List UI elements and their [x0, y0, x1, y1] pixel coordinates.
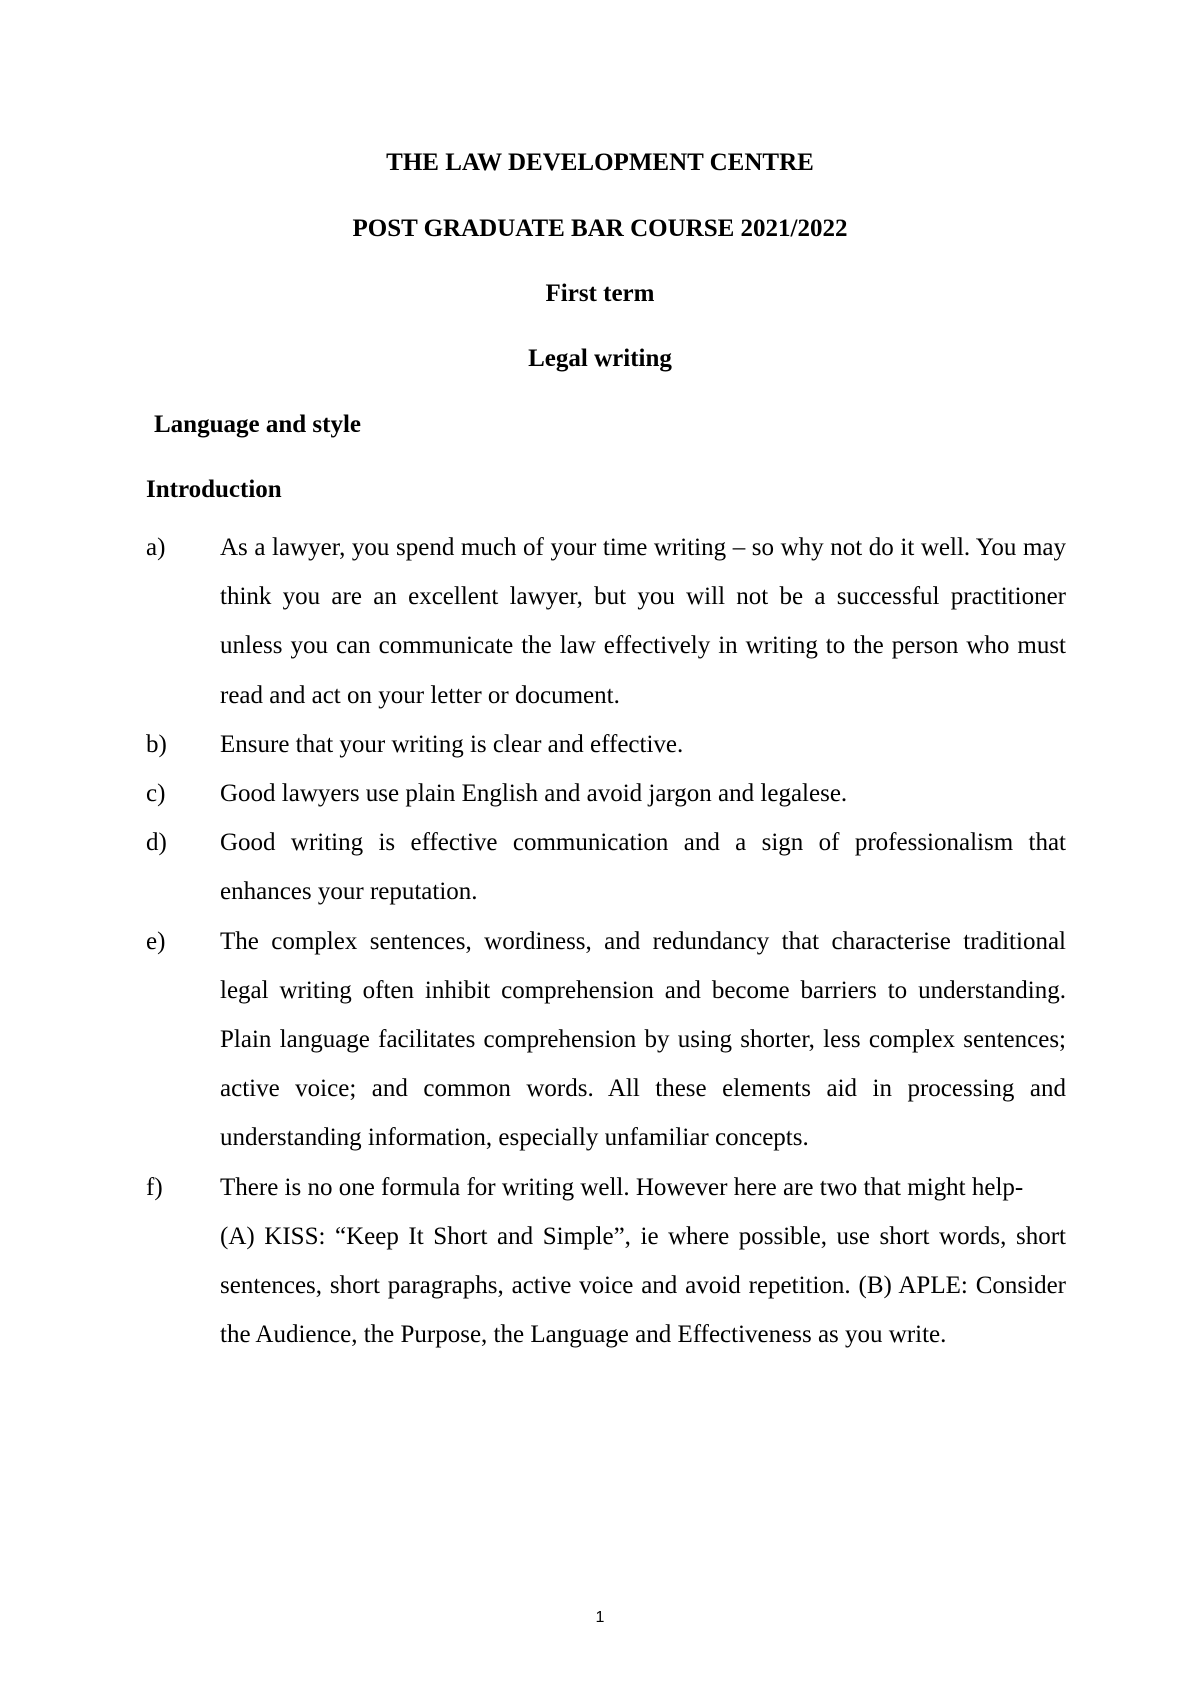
page-number: 1 — [595, 1609, 605, 1626]
list-marker: b) — [146, 730, 167, 758]
list-item-f — [146, 1163, 1066, 1360]
list-marker: c) — [146, 780, 166, 808]
institution-title: THE LAW DEVELOPMENT CENTRE — [386, 149, 814, 176]
list-item-text: Ensure that your writing is clear and effective. — [220, 730, 684, 758]
list-marker: d) — [146, 829, 167, 857]
list-item-text: As a lawyer, you spend much of your time writing – so why not do it well. You may think you are an excellent lawyer, but you will not be a successful practitioner unless you can communicate the law effectively in writing to the person who must read and act on your letter or document. — [220, 534, 1066, 709]
list-item-text: The complex sentences, wordiness, and redundancy that characterise traditional legal writing often inhibit comprehension and become barriers to understanding. Plain language facilitates comprehension by using shorter, less complex sentences; active voice; and common words. All these elements aid in processing and understanding information, especially unfamiliar concepts. — [220, 927, 1066, 1152]
list-item-b — [146, 720, 1066, 769]
list-item-a — [146, 523, 1066, 720]
section-title: Language and style — [154, 411, 361, 438]
course-title: POST GRADUATE BAR COURSE 2021/2022 — [352, 215, 848, 242]
list-item-text: Good writing is effective communication and a sign of professionalism that enhances your reputation. — [220, 829, 1066, 906]
list-item-text: Good lawyers use plain English and avoid jargon and legalese. — [220, 780, 848, 808]
list-item-e — [146, 917, 1066, 1163]
list-item-d — [146, 818, 1066, 916]
subject-title: Legal writing — [528, 345, 672, 372]
list-item-c — [146, 769, 1066, 818]
list-marker: e) — [146, 927, 166, 955]
term-label: First term — [545, 280, 655, 307]
formula-subparagraph: (A) KISS: “Keep It Short and Simple”, ie where possible, use short words, short sentences, short paragraphs, active voice and avoid repetition. (B) APLE: Consider the Audience, the Purpose, the Language and Effectiveness as you write. — [220, 1222, 1066, 1349]
list-marker: f) — [146, 1173, 163, 1201]
list-marker: a) — [146, 534, 166, 561]
list-item-text: There is no one formula for writing well. However here are two that might help- — [220, 1173, 1024, 1201]
section-subtitle: Introduction — [146, 476, 282, 503]
introduction-list — [146, 523, 1066, 1359]
